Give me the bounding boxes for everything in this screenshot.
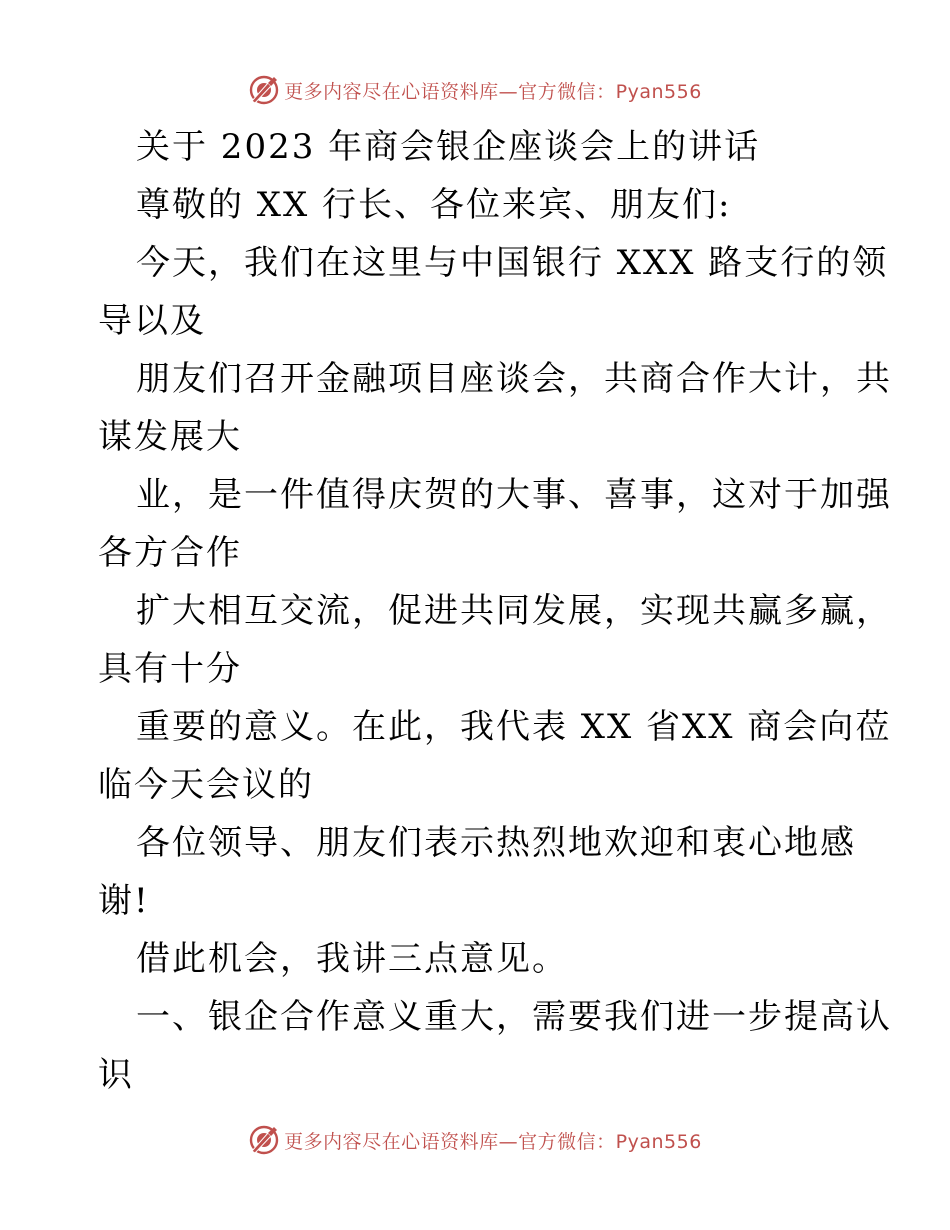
quill-seal-icon [248,1124,280,1156]
paragraph-line: 朋友们召开金融项目座谈会，共商合作大计，共 [136,359,892,399]
paragraph-line: 扩大相互交流，促进共同发展，实现共赢多赢， [136,591,892,631]
paragraph-line: 谋发展大 [98,417,242,457]
paragraph-line: 谢! [98,881,150,921]
section-heading: 识 [98,1055,134,1095]
banner-text: 更多内容尽在心语资料库—官方微信：Pyan556 [284,1130,702,1153]
banner-text: 更多内容尽在心语资料库—官方微信：Pyan556 [284,80,702,103]
paragraph-line: 临今天会议的 [98,765,314,805]
paragraph-line: 重要的意义。在此，我代表 XX 省XX 商会向莅 [136,707,892,747]
paragraph-line: 导以及 [98,301,206,341]
paragraph-line: 各方合作 [98,533,242,573]
salutation: 尊敬的 XX 行长、各位来宾、朋友们: [136,185,732,225]
paragraph-line: 今天，我们在这里与中国银行 XXX 路支行的领 [136,243,889,283]
section-heading: 一、银企合作意义重大，需要我们进一步提高认 [136,997,892,1037]
header-banner [0,70,950,110]
paragraph-line: 具有十分 [98,649,242,689]
footer-banner [0,1120,950,1160]
document-title: 关于 2023 年商会银企座谈会上的讲话 [136,127,761,167]
quill-seal-icon [248,74,280,106]
document-body [98,118,892,1104]
paragraph-line: 各位领导、朋友们表示热烈地欢迎和衷心地感 [136,823,856,863]
paragraph-line: 借此机会，我讲三点意见。 [136,939,568,979]
paragraph-line: 业，是一件值得庆贺的大事、喜事，这对于加强 [136,475,892,515]
